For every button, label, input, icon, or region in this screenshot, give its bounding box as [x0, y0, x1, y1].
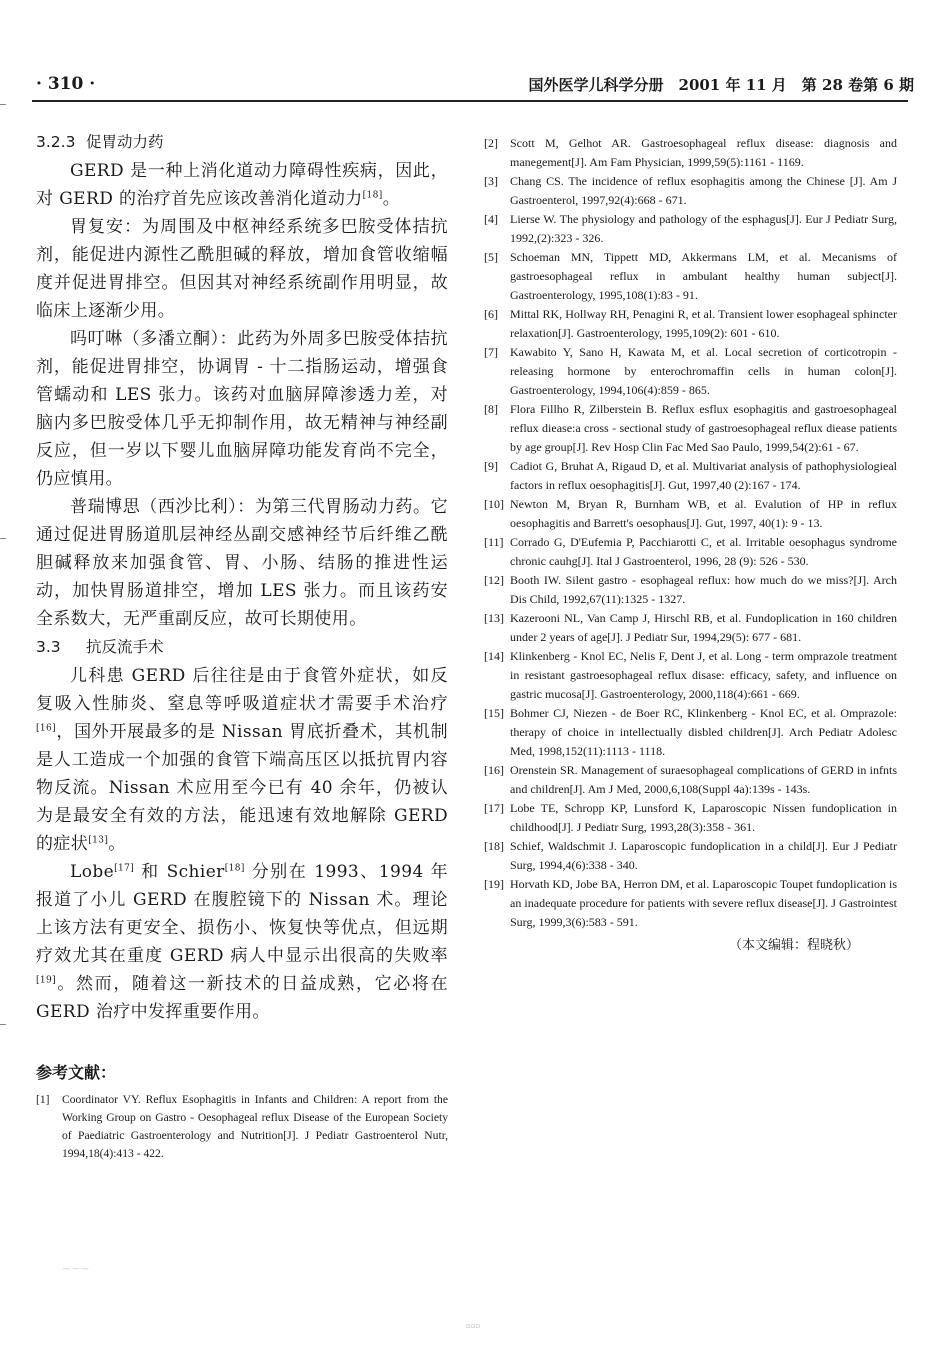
paragraph: 普瑞博思（西沙比利）：为第三代胃肠动力药。它通过促进胃肠道肌层神经丛副交感神经节后纤维乙酰胆碱释放来加强食管、胃、小肠、结肠的推进性运动，加快胃肠道排空，增加 LES 张力。而且该药安全系数大，无严重副反应，故可长期使用。: [36, 497, 448, 629]
citation: [19]: [36, 975, 57, 986]
paragraph: [36, 157, 448, 213]
reference-number: [17]: [484, 801, 504, 815]
text-run: GERD 是一种上消化道动力障碍性疾病，因此，对 GERD 的治疗首先应该改善消化道动力: [36, 161, 448, 209]
reference-text: Coordinator VY. Reflux Esophagitis in Infants and Children: A report from the Working Group on Gastro - Oesophageal reflux Disease of the European Society of Paediatric Gastroenterology and Nutrition[J]. J Pediatr Gastroenterol Nutr, 1994,18(4):413 - 422.: [62, 1093, 448, 1160]
paragraph: [36, 662, 448, 858]
reference-number: [11]: [484, 535, 504, 549]
reference-number: [15]: [484, 706, 504, 720]
citation: [17]: [114, 863, 135, 874]
reference-item: [484, 704, 897, 761]
page-number: · 310 ·: [36, 74, 96, 94]
watermark-logo: ~~~: [62, 1262, 90, 1275]
reference-number: [5]: [484, 250, 498, 264]
reference-text: Newton M, Bryan R, Burnham WB, et al. Evalution of HP in reflux oesophagitis and Barrett's oesophaus[J]. Gut, 1997, 40(1): 9 - 13.: [510, 497, 897, 530]
reference-item: [484, 761, 897, 799]
reference-text: Orenstein SR. Management of suraesophageal complications of GERD in infnts and children[J]. Am J Med, 2000,6,108(Suppl 4a):139s - 143s.: [510, 763, 897, 796]
reference-text: Chang CS. The incidence of reflux esophagitis among the Chinese [J]. Am J Gastroenterol, 1997,92(4):668 - 671.: [510, 174, 897, 207]
reference-item: [484, 343, 897, 400]
reference-item: [484, 571, 897, 609]
reference-item: [484, 875, 897, 932]
section-heading: [36, 130, 448, 154]
reference-text: Mittal RK, Hollway RH, Penagini R, et al. Transient lower esophageal sphincter relaxation[J]. Gastroenterology, 1995,109(2): 601 - 610.: [510, 307, 897, 340]
reference-text: Lobe TE, Schropp KP, Lunsford K, Laparoscopic Nissen fundoplication in childhood[J]. J Pediatr Surg, 1993,28(3):358 - 361.: [510, 801, 897, 834]
reference-item: [484, 172, 897, 210]
text-run: 。然而，随着这一新技术的日益成熟，它必将在 GERD 治疗中发挥重要作用。: [36, 974, 448, 1022]
reference-number: [8]: [484, 402, 498, 416]
page-header: [36, 74, 914, 100]
text-run: 。: [382, 189, 401, 209]
reference-number: [4]: [484, 212, 498, 226]
header-rule: [32, 100, 908, 102]
reference-text: Klinkenberg - Knol EC, Nelis F, Dent J, et al. Long - term omprazole treatment in resistant gastroesophageal reflux disase: efficacy, safety, and influence on gastric mucosa[J]. Gastroenterology, 2000,118(4):661 - 669.: [510, 649, 897, 701]
text-run: 。: [108, 834, 126, 854]
footer-mark: ▫▫▫: [466, 1322, 481, 1330]
reference-text: Kazerooni NL, Van Camp J, Hirschl RB, et al. Fundoplication in 160 children under 2 years of age[J]. J Pediatr Sur, 1994,29(5): 677 - 681.: [510, 611, 897, 644]
reference-item: [484, 799, 897, 837]
reference-text: Scott M, Gelhot AR. Gastroesophageal reflux disease: diagnosis and manegement[J]. Am Fam Physician, 1999,59(5):1161 - 1169.: [510, 136, 897, 169]
reference-item: [484, 533, 897, 571]
reference-text: Kawabito Y, Sano H, Kawata M, et al. Local secretion of corticotropin - releasing hormone by enterochromaffin cells in human colon[J]. Gastroenterology, 1994,106(4):859 - 865.: [510, 345, 897, 397]
margin-tick: [0, 104, 6, 105]
text-run: Lobe: [70, 862, 115, 882]
paragraph: 胃复安：为周围及中枢神经系统多巴胺受体拮抗剂，能促进内源性乙酰胆碱的释放，增加食管收缩幅度并促进胃排空。但因其对神经系统副作用明显，故临床上逐渐少用。: [36, 217, 448, 321]
section-title: 抗反流手术: [86, 638, 164, 656]
reference-item: [484, 647, 897, 704]
reference-number: [18]: [484, 839, 504, 853]
reference-text: Schoeman MN, Tippett MD, Akkermans LM, et al. Mecanisms of gastroesophageal reflux in ambulant healthy human subject[J]. Gastroenterology, 1995,108(1):83 - 91.: [510, 250, 897, 302]
citation: [18]: [224, 863, 245, 874]
reference-number: [19]: [484, 877, 504, 891]
margin-tick: [0, 538, 6, 539]
reference-item: [484, 457, 897, 495]
right-column: [484, 134, 897, 953]
reference-item: [484, 609, 897, 647]
references-heading: 参考文献：: [36, 1063, 117, 1082]
paragraph: [36, 858, 448, 1026]
reference-number: [16]: [484, 763, 504, 777]
section-title: 促胃动力药: [86, 133, 164, 151]
text-run: 儿科患 GERD 后往往是由于食管外症状，如反复吸入性肺炎、窒息等呼吸道症状才需要手术治疗: [36, 666, 448, 714]
reference-number: [9]: [484, 459, 498, 473]
text-run: 和 Schier: [134, 862, 225, 882]
reference-text: Lierse W. The physiology and pathology of the esphagus[J]. Eur J Pediatr Surg, 1992,(2):323 - 326.: [510, 212, 897, 245]
reference-text: Schief, Waldschmit J. Laparoscopic fundoplication in a child[J]. Eur J Pediatr Surg, 1994,4(6):338 - 340.: [510, 839, 897, 872]
reference-text: Bohmer CJ, Niezen - de Boer RC, Klinkenberg - Knol EC, et al. Omprazole: therapy of choice in intellectually disbled children[J]. Arch Pediatr Adolesc Med, 1998,152(11):1113 - 1118.: [510, 706, 897, 758]
reference-item: [484, 248, 897, 305]
citation: [18]: [362, 190, 383, 201]
reference-number: [3]: [484, 174, 498, 188]
section-heading: [36, 635, 448, 659]
reference-item: [484, 210, 897, 248]
section-number: 3.2.3: [36, 133, 76, 151]
section-number: 3.3: [36, 638, 61, 656]
reference-text: Horvath KD, Jobe BA, Herron DM, et al. Laparoscopic Toupet fundoplication is an inadequate procedure for patients with severe reflux disease[J]. J Gastrointest Surg, 1999,3(6):583 - 591.: [510, 877, 897, 929]
reference-item: [484, 400, 897, 457]
reference-text: Corrado G, D'Eufemia P, Pacchiarotti C, et al. Irritable oesophagus syndrome chronic cauhg[J]. Ital J Gastroenterol, 1996, 28 (9): 526 - 530.: [510, 535, 897, 568]
reference-number: [14]: [484, 649, 504, 663]
reference-text: Booth IW. Silent gastro - esophageal reflux: how much do we miss?[J]. Arch Dis Child, 1992,67(11):1325 - 1327.: [510, 573, 897, 606]
reference-number: [1]: [36, 1093, 50, 1106]
editor-note: （本文编辑：程晓秋）: [728, 938, 859, 953]
reference-number: [7]: [484, 345, 498, 359]
text-run: 分别在 1993、1994 年报道了小儿 GERD 在腹腔镜下的 Nissan 术。理论上该方法有更安全、损伤小、恢复快等优点，但远期疗效尤其在重度 GERD 病人中显示出很高的失败率: [36, 862, 449, 966]
reference-item: [484, 134, 897, 172]
reference-list: [484, 134, 897, 932]
left-column: [36, 130, 448, 1163]
reference-item: [484, 837, 897, 875]
reference-item: [484, 305, 897, 343]
reference-number: [6]: [484, 307, 498, 321]
text-run: ，国外开展最多的是 Nissan 胃底折叠术，其机制是人工造成一个加强的食管下端高压区以抵抗胃内容物反流。Nissan 术应用至今已有 40 余年，仍被认为是最安全有效的方法，能迅速有效地解除 GERD 的症状: [36, 722, 448, 854]
reference-number: [10]: [484, 497, 504, 511]
reference-item: [484, 495, 897, 533]
reference-text: Flora Fillho R, Zilberstein B. Reflux esflux esophagitis and gastroesophageal reflux diease:a cross - sectional study of gastroesophageal reflux diease patients by age group[J]. Rev Hosp Clin Fac Med Sao Paulo, 1999,54(2):61 - 67.: [510, 402, 897, 454]
reference-number: [13]: [484, 611, 504, 625]
reference-text: Cadiot G, Bruhat A, Rigaud D, et al. Multivariat analysis of pathophysiologieal factors in reflux oesophagitis[J]. Gut, 1997,40 (2):167 - 174.: [510, 459, 897, 492]
margin-tick: [0, 1024, 6, 1025]
reference-number: [2]: [484, 136, 498, 150]
reference-number: [12]: [484, 573, 504, 587]
citation: [16]: [36, 723, 57, 734]
paragraph: 吗叮啉（多潘立酮）：此药为外周多巴胺受体拮抗剂，能促进胃排空，协调胃 - 十二指肠运动，增强食管蠕动和 LES 张力。该药对血脑屏障渗透力差，对脑内多巴胺受体几乎无抑制作用，故无精神与神经副反应，但一岁以下婴儿血脑屏障功能发育尚不完全，仍应慎用。: [36, 329, 448, 489]
running-head: 国外医学儿科学分册 2001 年 11 月 第 28 卷第 6 期: [528, 76, 914, 94]
citation: [13]: [88, 835, 109, 846]
reference-item: [36, 1091, 448, 1163]
